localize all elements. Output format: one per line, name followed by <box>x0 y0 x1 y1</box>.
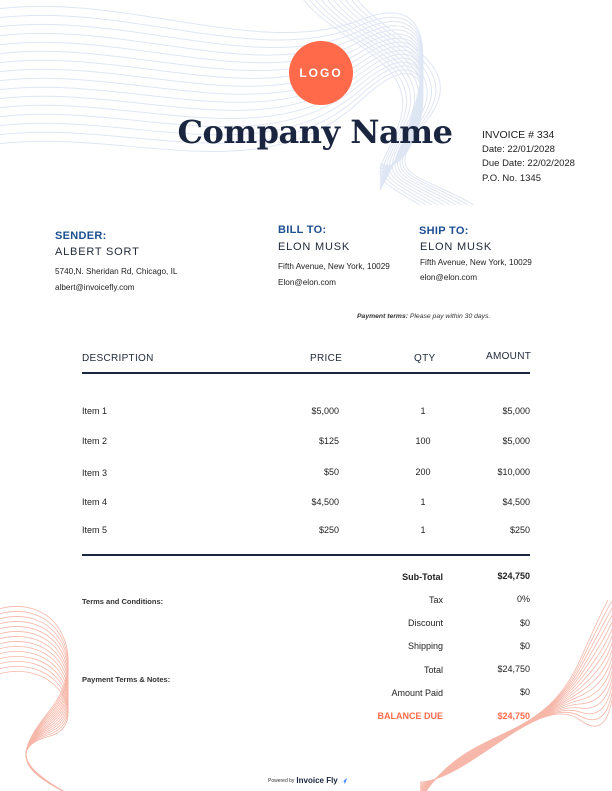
powered-by-footer <box>268 776 348 785</box>
row-3-qty: 200 <box>415 467 431 477</box>
bill-to-email: Elon@elon.com <box>278 278 336 287</box>
bill-to-name: ELON MUSK <box>278 241 350 253</box>
subtotal-value: $24,750 <box>497 571 530 581</box>
sender-address: 5740,N. Sheridan Rd, Chicago, IL <box>55 267 178 276</box>
bill-to-label: BILL TO: <box>278 224 327 236</box>
row-4-qty: 1 <box>420 497 426 507</box>
sender-name: ALBERT SORT <box>55 246 140 258</box>
sender-email: albert@invoicefly.com <box>55 283 135 292</box>
payment-terms-text: Please pay within 30 days. <box>408 313 491 320</box>
row-3-amount: $10,000 <box>497 467 530 477</box>
row-1-amount: $5,000 <box>502 406 530 416</box>
payment-terms <box>357 313 490 320</box>
row-2-description: Item 2 <box>82 436 108 446</box>
row-2-amount: $5,000 <box>502 436 530 446</box>
row-1-price: $5,000 <box>311 406 339 416</box>
sender-label: SENDER: <box>55 230 107 242</box>
discount-value: $0 <box>519 618 530 628</box>
balance-due-value: $24,750 <box>497 711 530 721</box>
row-3-description: Item 3 <box>82 468 108 478</box>
shipping-value: $0 <box>519 641 530 651</box>
company-name: Company Name <box>177 113 453 151</box>
discount-label: Discount <box>407 618 443 628</box>
row-3-price: $50 <box>323 467 339 477</box>
ship-to-label: SHIP TO: <box>419 225 469 237</box>
company-logo <box>289 41 353 105</box>
ship-to-address: Fifth Avenue, New York, 10029 <box>420 258 532 267</box>
row-1-description: Item 1 <box>82 406 108 416</box>
row-2-qty: 100 <box>415 436 431 446</box>
row-1-qty: 1 <box>420 406 426 416</box>
amount-paid-label: Amount Paid <box>391 688 443 698</box>
total-label: Total <box>423 665 443 675</box>
invoice-po-number: P.O. No. 1345 <box>482 172 541 184</box>
invoice-date: Date: 22/01/2028 <box>482 143 555 155</box>
row-2-price: $125 <box>318 436 339 446</box>
invoice-fly-icon <box>340 777 348 785</box>
row-5-amount: $250 <box>509 525 530 535</box>
balance-due-label: BALANCE DUE <box>377 711 443 721</box>
powered-by-text: Powered by <box>268 777 295 784</box>
column-header-amount: AMOUNT <box>486 351 532 362</box>
tax-value: 0% <box>516 594 530 604</box>
row-5-qty: 1 <box>420 525 426 535</box>
invoice-due-date: Due Date: 22/02/2028 <box>482 158 575 169</box>
ship-to-name: ELON MUSK <box>420 241 492 253</box>
total-value: $24,750 <box>497 664 530 674</box>
row-4-amount: $4,500 <box>502 497 530 507</box>
brand-name: Invoice Fly <box>296 776 338 785</box>
shipping-label: Shipping <box>407 641 443 651</box>
column-header-price: PRICE <box>310 353 343 364</box>
invoice-meta <box>482 128 575 186</box>
row-4-price: $4,500 <box>311 497 339 507</box>
payment-terms-label: Payment terms: <box>357 313 408 320</box>
row-5-description: Item 5 <box>82 525 108 535</box>
table-header-divider <box>82 372 530 374</box>
invoice-number: INVOICE # 334 <box>482 129 555 141</box>
bill-to-address: Fifth Avenue, New York, 10029 <box>278 262 390 271</box>
amount-paid-value: $0 <box>519 687 530 697</box>
subtotal-label: Sub-Total <box>402 572 443 582</box>
table-footer-divider <box>82 554 530 556</box>
row-5-price: $250 <box>318 525 339 535</box>
row-4-description: Item 4 <box>82 497 108 507</box>
payment-terms-notes-label: Payment Terms & Notes: <box>82 675 171 684</box>
terms-and-conditions-label: Terms and Conditions: <box>82 597 164 606</box>
ship-to-email: elon@elon.com <box>420 273 478 282</box>
column-header-qty: QTY <box>414 353 436 364</box>
tax-label: Tax <box>428 595 443 605</box>
column-header-description: DESCRIPTION <box>82 353 154 364</box>
logo-text: LOGO <box>299 66 343 80</box>
